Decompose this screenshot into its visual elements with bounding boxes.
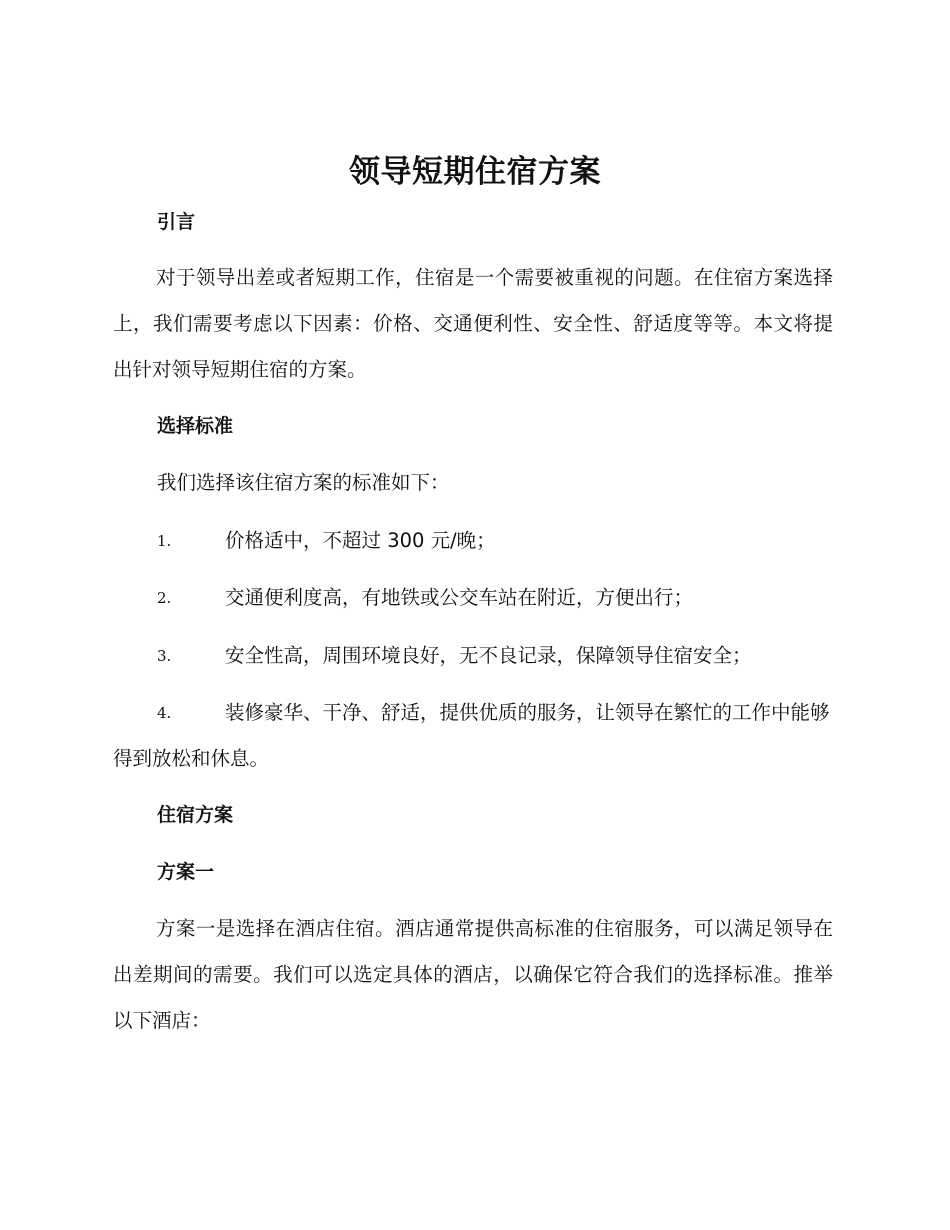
list-number: 1.: [157, 532, 172, 550]
list-text: 装修豪华、干净、舒适，提供优质的服务，让领导在繁忙的工作中能够得到放松和休息。: [113, 701, 830, 770]
section-heading-plan: 住宿方案: [157, 804, 234, 826]
list-text: 价格适中，不超过 300 元/晚；: [225, 529, 496, 552]
list-text: 安全性高，周围环境良好，无不良记录，保障领导住宿安全；: [225, 644, 752, 667]
section-heading-intro: 引言: [157, 211, 196, 233]
subsection-heading-option1: 方案一: [157, 861, 215, 883]
list-number: 2.: [157, 589, 172, 607]
list-number: 4.: [157, 704, 172, 722]
criteria-list-item: [113, 575, 833, 621]
option1-paragraph: 方案一是选择在酒店住宿。酒店通常提供高标准的住宿服务，可以满足领导在出差期间的需要。我们可以选定具体的酒店，以确保它符合我们的选择标准。推举以下酒店：: [113, 917, 833, 1032]
section-heading-criteria: 选择标准: [157, 415, 234, 437]
criteria-lead: 我们选择该住宿方案的标准如下：: [157, 471, 450, 494]
criteria-list-item: [113, 518, 833, 564]
document-title: 领导短期住宿方案: [349, 154, 601, 190]
list-text: 交通便利度高，有地铁或公交车站在附近，方便出行；: [225, 586, 694, 609]
criteria-list-item: [113, 633, 833, 679]
intro-paragraph: 对于领导出差或者短期工作，住宿是一个需要被重视的问题。在住宿方案选择上，我们需要考虑以下因素：价格、交通便利性、安全性、舒适度等等。本文将提出针对领导短期住宿的方案。: [113, 266, 833, 381]
list-number: 3.: [157, 647, 172, 665]
criteria-list-item: [113, 690, 833, 782]
